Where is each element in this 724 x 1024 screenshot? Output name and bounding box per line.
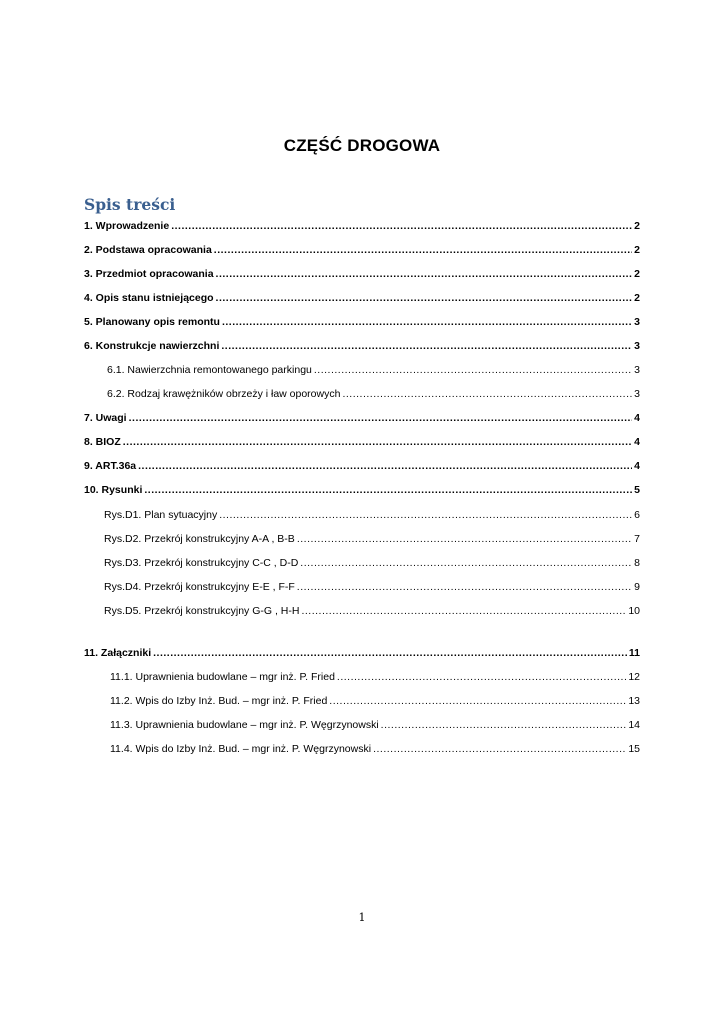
toc-entry-page: 5: [634, 484, 640, 496]
toc-entry-page: 2: [634, 220, 640, 232]
toc-entry-rys-d3[interactable]: [104, 557, 640, 569]
toc-entry-label: 11. Załączniki: [84, 647, 152, 659]
toc-entry-label: 1. Wprowadzenie: [84, 220, 170, 232]
toc-entry-label: Rys.D5. Przekrój konstrukcyjny G-G , H-H: [104, 605, 300, 617]
toc-heading: Spis treści: [84, 195, 176, 214]
toc-entry-page: 12: [628, 671, 640, 683]
toc-entry-page: 15: [628, 743, 640, 755]
page-title: CZĘŚĆ DROGOWA: [283, 136, 441, 155]
toc-entry-label: 6.1. Nawierzchnia remontowanego parkingu: [107, 364, 312, 376]
toc-entry-nawierzchnia[interactable]: [107, 364, 640, 376]
toc-entry-zal-11-4[interactable]: [110, 743, 640, 755]
toc-entry-zalaczniki[interactable]: [84, 647, 640, 659]
toc-entry-page: 3: [634, 388, 640, 400]
toc-entry-label: Rys.D4. Przekrój konstrukcyjny E-E , F-F: [104, 581, 295, 593]
toc-entry-wprowadzenie[interactable]: [84, 220, 640, 232]
toc-entry-page: 2: [634, 268, 640, 280]
toc-entry-label: Rys.D1. Plan sytuacyjny: [104, 509, 218, 521]
toc-entry-podstawa[interactable]: [84, 244, 640, 256]
toc-entry-rys-d5[interactable]: [104, 605, 640, 617]
toc-entry-rodzaj-kraweznikow[interactable]: [107, 388, 640, 400]
toc-entry-label: Rys.D2. Przekrój konstrukcyjny A-A , B-B: [104, 533, 295, 545]
toc-entry-label: 11.4. Wpis do Izby Inż. Bud. – mgr inż. P. Węgrzynowski: [110, 743, 372, 755]
toc-entry-page: 2: [634, 292, 640, 304]
toc-entry-label: 5. Planowany opis remontu: [84, 316, 220, 328]
toc-entry-zal-11-3[interactable]: [110, 719, 640, 731]
toc-entry-label: 6. Konstrukcje nawierzchni: [84, 340, 220, 352]
toc-entry-planowany-opis[interactable]: [84, 316, 640, 328]
toc-entry-przedmiot[interactable]: [84, 268, 640, 280]
toc-entry-bioz[interactable]: [84, 436, 640, 448]
page-number: 1: [358, 911, 366, 924]
toc-entry-label: 11.2. Wpis do Izby Inż. Bud. – mgr inż. P. Fried: [110, 695, 328, 707]
toc-entry-page: 7: [634, 533, 640, 545]
toc-entry-label: 6.2. Rodzaj krawężników obrzeży i ław oporowych: [107, 388, 341, 400]
toc-entry-page: 10: [628, 605, 640, 617]
toc-entry-page: 3: [634, 340, 640, 352]
toc-entry-uwagi[interactable]: [84, 412, 640, 424]
toc-entry-konstrukcje[interactable]: [84, 340, 640, 352]
toc-entry-label: 4. Opis stanu istniejącego: [84, 292, 214, 304]
toc-entry-label: 8. BIOZ: [84, 436, 121, 448]
toc-entry-page: 4: [634, 460, 640, 472]
toc-entry-zal-11-2[interactable]: [110, 695, 640, 707]
toc-entry-page: 14: [628, 719, 640, 731]
toc-entry-opis-stanu[interactable]: [84, 292, 640, 304]
toc-entry-label: Rys.D3. Przekrój konstrukcyjny C-C , D-D: [104, 557, 299, 569]
toc-entry-rys-d2[interactable]: [104, 533, 640, 545]
toc-entry-rys-d4[interactable]: [104, 581, 640, 593]
toc-entry-label: 10. Rysunki: [84, 484, 143, 496]
toc-entry-label: 2. Podstawa opracowania: [84, 244, 212, 256]
toc-entry-rysunki[interactable]: [84, 484, 640, 496]
toc-entry-label: 11.1. Uprawnienia budowlane – mgr inż. P. Fried: [110, 671, 335, 683]
toc-entry-page: 11: [628, 647, 640, 659]
toc-entry-page: 3: [634, 316, 640, 328]
toc-entry-zal-11-1[interactable]: [110, 671, 640, 683]
toc-entry-page: 2: [634, 244, 640, 256]
toc-entry-page: 4: [634, 436, 640, 448]
toc-entry-label: 7. Uwagi: [84, 412, 127, 424]
toc-entry-label: 3. Przedmiot opracowania: [84, 268, 214, 280]
toc-entry-label: 11.3. Uprawnienia budowlane – mgr inż. P. Węgrzynowski: [110, 719, 379, 731]
toc-entry-label: 9. ART.36a: [84, 460, 137, 472]
toc-entry-page: 13: [628, 695, 640, 707]
toc-entry-art36a[interactable]: [84, 460, 640, 472]
toc-entry-rys-d1[interactable]: [104, 509, 640, 521]
toc-entry-page: 8: [634, 557, 640, 569]
toc-entry-page: 9: [634, 581, 640, 593]
toc-entry-page: 3: [634, 364, 640, 376]
toc-entry-page: 4: [634, 412, 640, 424]
toc-entry-page: 6: [634, 509, 640, 521]
